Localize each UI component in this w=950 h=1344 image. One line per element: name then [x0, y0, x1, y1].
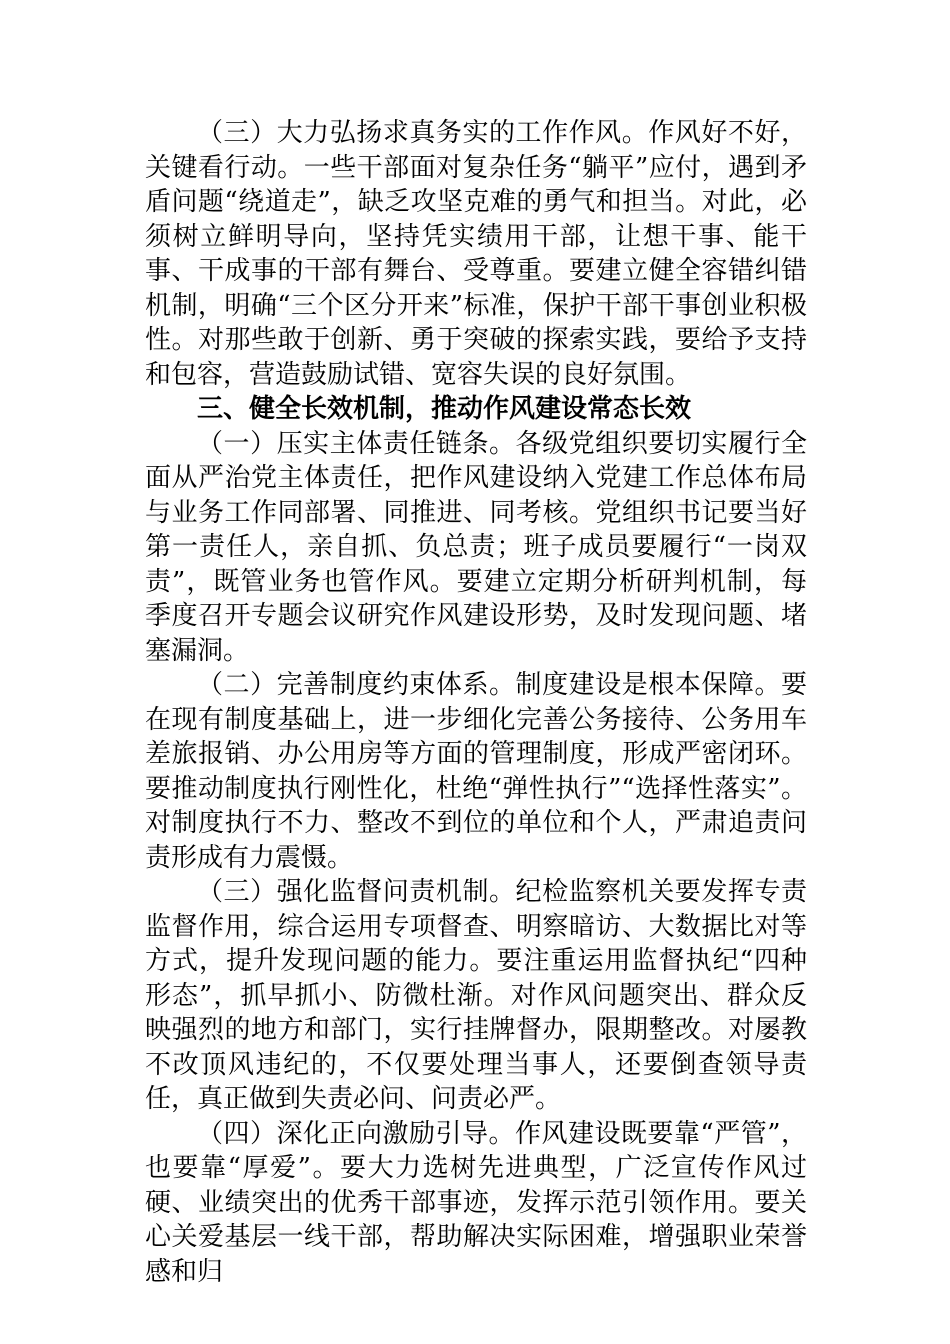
paragraph-supervision: （三）强化监督问责机制。纪检监察机关要发挥专责监督作用，综合运用专项督查、明察暗访、大数据比对等方式，提升发现问题的能力。要注重运用监督执纪“四种形态”，抓早抓小、防微杜渐。对作风问题突出、群众反映强烈的地方和部门，实行挂牌督办，限期整改。对屡教不改顶风违纪的，不仅要处理当事人，还要倒查领导责任，真正做到失责必问、问责必严。 — [145, 877, 807, 1114]
document-page — [145, 116, 807, 1289]
paragraph-responsibility: （一）压实主体责任链条。各级党组织要切实履行全面从严治党主体责任，把作风建设纳入党建工作总体布局与业务工作同部署、同推进、同考核。党组织书记要当好第一责任人，亲自抓、负总责；班子成员要履行“一岗双责”，既管业务也管作风。要建立定期分析研判机制，每季度召开专题会议研究作风建设形势，及时发现问题、堵塞漏洞。 — [145, 428, 807, 666]
paragraph-incentive: （四）深化正向激励引导。作风建设既要靠“严管”，也要靠“厚爱”。要大力选树先进典型，广泛宣传作风过硬、业绩突出的优秀干部事迹，发挥示范引领作用。要关心关爱基层一线干部，帮助解决实际困难，增强职业荣誉感和归 — [145, 1118, 807, 1287]
paragraph-institution: （二）完善制度约束体系。制度建设是根本保障。要在现有制度基础上，进一步细化完善公务接待、公务用车差旅报销、办公用房等方面的管理制度，形成严密闭环。要推动制度执行刚性化，杜绝“弹性执行”“选择性落实”。对制度执行不力、整改不到位的单位和个人，严肃追责问责形成有力震慑。 — [145, 670, 807, 873]
paragraph-work-style: （三）大力弘扬求真务实的工作作风。作风好不好，关键看行动。一些干部面对复杂任务“躺平”应付，遇到矛盾问题“绕道走”，缺乏攻坚克难的勇气和担当。对此，必须树立鲜明导向，坚持凭实绩用干部，让想干事、能干事、干成事的干部有舞台、受尊重。要建立健全容错纠错机制，明确“三个区分开来”标准，保护干部干事创业积极性。对那些敢于创新、勇于突破的探索实践，要给予支持和包容，营造鼓励试错、宽容失误的良好氛围。 — [145, 118, 807, 390]
section-heading-three: 三、健全长效机制，推动作风建设常态长效 — [197, 394, 692, 424]
